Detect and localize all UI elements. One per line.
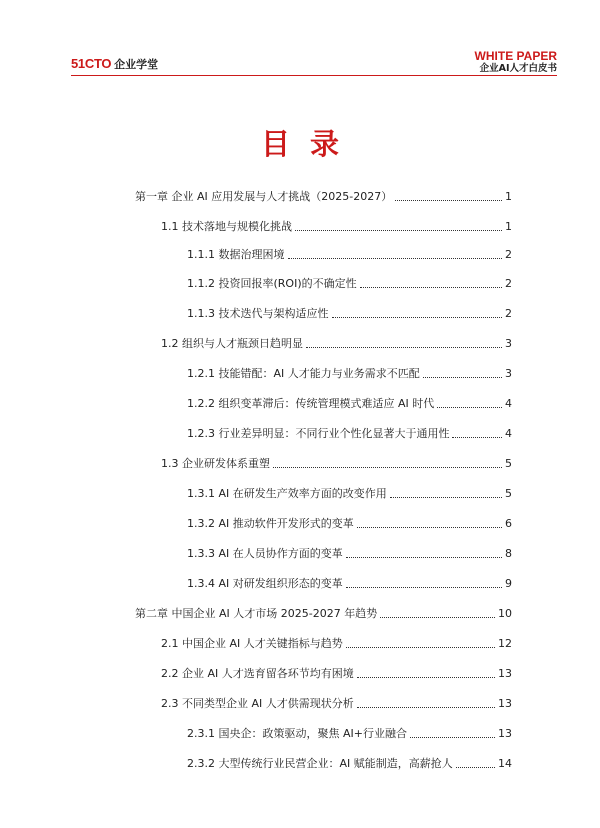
toc-entry-label: 1.3.4 AI 对研发组织形态的变革	[187, 577, 343, 590]
toc-entry-label: 1.3.2 AI 推动软件开发形式的变革	[187, 517, 354, 530]
toc-entry-label: 2.3.2 大型传统行业民营企业：AI 赋能制造，高薪抢人	[187, 757, 453, 770]
toc-entry-page: 2	[505, 277, 512, 290]
toc-leader-dots	[357, 677, 495, 678]
toc-leader-dots	[306, 347, 502, 348]
toc-entry-label: 1.3.1 AI 在研发生产效率方面的改变作用	[187, 487, 387, 500]
toc-entry[interactable]	[187, 248, 512, 262]
toc-leader-dots	[395, 200, 502, 201]
toc-entry-page: 2	[505, 248, 512, 261]
toc-entry-label: 1.1.2 投资回报率(ROI)的不确定性	[187, 277, 357, 290]
toc-leader-dots	[357, 527, 502, 528]
toc-entry-page: 12	[498, 637, 512, 650]
toc-entry-page: 13	[498, 697, 512, 710]
toc-entry-label: 2.2 企业 AI 人才选育留各环节均有困境	[161, 667, 354, 680]
toc-leader-dots	[295, 230, 502, 231]
toc-leader-dots	[456, 767, 495, 768]
toc-leader-dots	[390, 497, 502, 498]
logo	[71, 56, 158, 72]
toc-entry[interactable]	[161, 667, 512, 681]
white-paper-title: WHITE PAPER	[474, 49, 557, 63]
toc-entry[interactable]	[187, 547, 512, 561]
toc-entry-page: 1	[505, 220, 512, 233]
toc-leader-dots	[380, 617, 495, 618]
toc-entry-label: 1.3.3 AI 在人员协作方面的变革	[187, 547, 343, 560]
toc-leader-dots	[332, 317, 503, 318]
toc-leader-dots	[288, 258, 503, 259]
toc-entry-page: 1	[505, 190, 512, 203]
toc-entry-label: 第一章 企业 AI 应用发展与人才挑战（2025-2027）	[135, 190, 393, 203]
toc-entry-page: 2	[505, 307, 512, 320]
toc-entry[interactable]	[161, 457, 512, 471]
logo-brand: 51CTO	[71, 56, 112, 71]
toc-entry[interactable]	[187, 367, 512, 381]
toc-entry[interactable]	[187, 517, 512, 531]
toc-entry-label: 1.1.1 数据治理困境	[187, 248, 285, 261]
toc-entry[interactable]	[187, 277, 512, 291]
toc-entry[interactable]	[161, 697, 512, 711]
toc-entry-label: 2.1 中国企业 AI 人才关键指标与趋势	[161, 637, 343, 650]
toc-entry-page: 5	[505, 487, 512, 500]
toc-entry-page: 4	[505, 397, 512, 410]
toc-entry-page: 8	[505, 547, 512, 560]
toc-entry-label: 1.1.3 技术迭代与架构适应性	[187, 307, 329, 320]
toc-leader-dots	[423, 377, 502, 378]
toc-entry[interactable]	[135, 607, 512, 621]
toc-leader-dots	[360, 287, 502, 288]
toc-title: 目录	[260, 127, 359, 161]
toc-leader-dots	[346, 587, 502, 588]
toc-leader-dots	[410, 737, 495, 738]
white-paper-subtitle: 企业AI人才白皮书	[479, 63, 557, 74]
toc-entry[interactable]	[161, 220, 512, 234]
toc-leader-dots	[452, 437, 502, 438]
toc-entry-label: 1.2.2 组织变革滞后：传统管理模式难适应 AI 时代	[187, 397, 435, 410]
logo-subtitle: 企业学堂	[114, 58, 159, 71]
white-paper-label	[475, 50, 557, 75]
header-divider	[71, 75, 557, 76]
toc-leader-dots	[346, 557, 502, 558]
toc-entry[interactable]	[187, 397, 512, 411]
toc-entry-label: 1.2.1 技能错配：AI 人才能力与业务需求不匹配	[187, 367, 420, 380]
toc-leader-dots	[437, 407, 502, 408]
page-header	[0, 0, 600, 76]
toc-entry-page: 3	[505, 367, 512, 380]
toc-entry[interactable]	[187, 757, 512, 771]
toc-leader-dots	[346, 647, 495, 648]
toc-entry-page: 14	[498, 757, 512, 770]
toc-entry-label: 1.3 企业研发体系重塑	[161, 457, 270, 470]
toc-entry-page: 13	[498, 727, 512, 740]
toc-entry[interactable]	[187, 427, 512, 441]
toc-entry-page: 6	[505, 517, 512, 530]
toc-entry-label: 1.2.3 行业差异明显：不同行业个性化显著大于通用性	[187, 427, 450, 440]
toc-entry[interactable]	[187, 727, 512, 741]
toc-leader-dots	[273, 467, 502, 468]
toc-entry-page: 3	[505, 337, 512, 350]
toc-entry-label: 2.3.1 国央企：政策驱动，聚焦 AI+行业融合	[187, 727, 407, 740]
toc-entry-page: 5	[505, 457, 512, 470]
toc-entry-label: 1.2 组织与人才瓶颈日趋明显	[161, 337, 303, 350]
toc-entry-page: 9	[505, 577, 512, 590]
toc-entry-page: 4	[505, 427, 512, 440]
toc-entry-page: 13	[498, 667, 512, 680]
toc-entry[interactable]	[135, 190, 512, 204]
toc-entry[interactable]	[187, 487, 512, 501]
toc-entry-label: 2.3 不同类型企业 AI 人才供需现状分析	[161, 697, 354, 710]
toc-entry[interactable]	[187, 307, 512, 321]
toc-entry-page: 10	[498, 607, 512, 620]
toc-entry[interactable]	[187, 577, 512, 591]
toc-entry[interactable]	[161, 337, 512, 351]
toc-entry-label: 第二章 中国企业 AI 人才市场 2025-2027 年趋势	[135, 607, 378, 620]
toc-entry[interactable]	[161, 637, 512, 651]
toc-leader-dots	[357, 707, 495, 708]
toc-entry-label: 1.1 技术落地与规模化挑战	[161, 220, 292, 233]
